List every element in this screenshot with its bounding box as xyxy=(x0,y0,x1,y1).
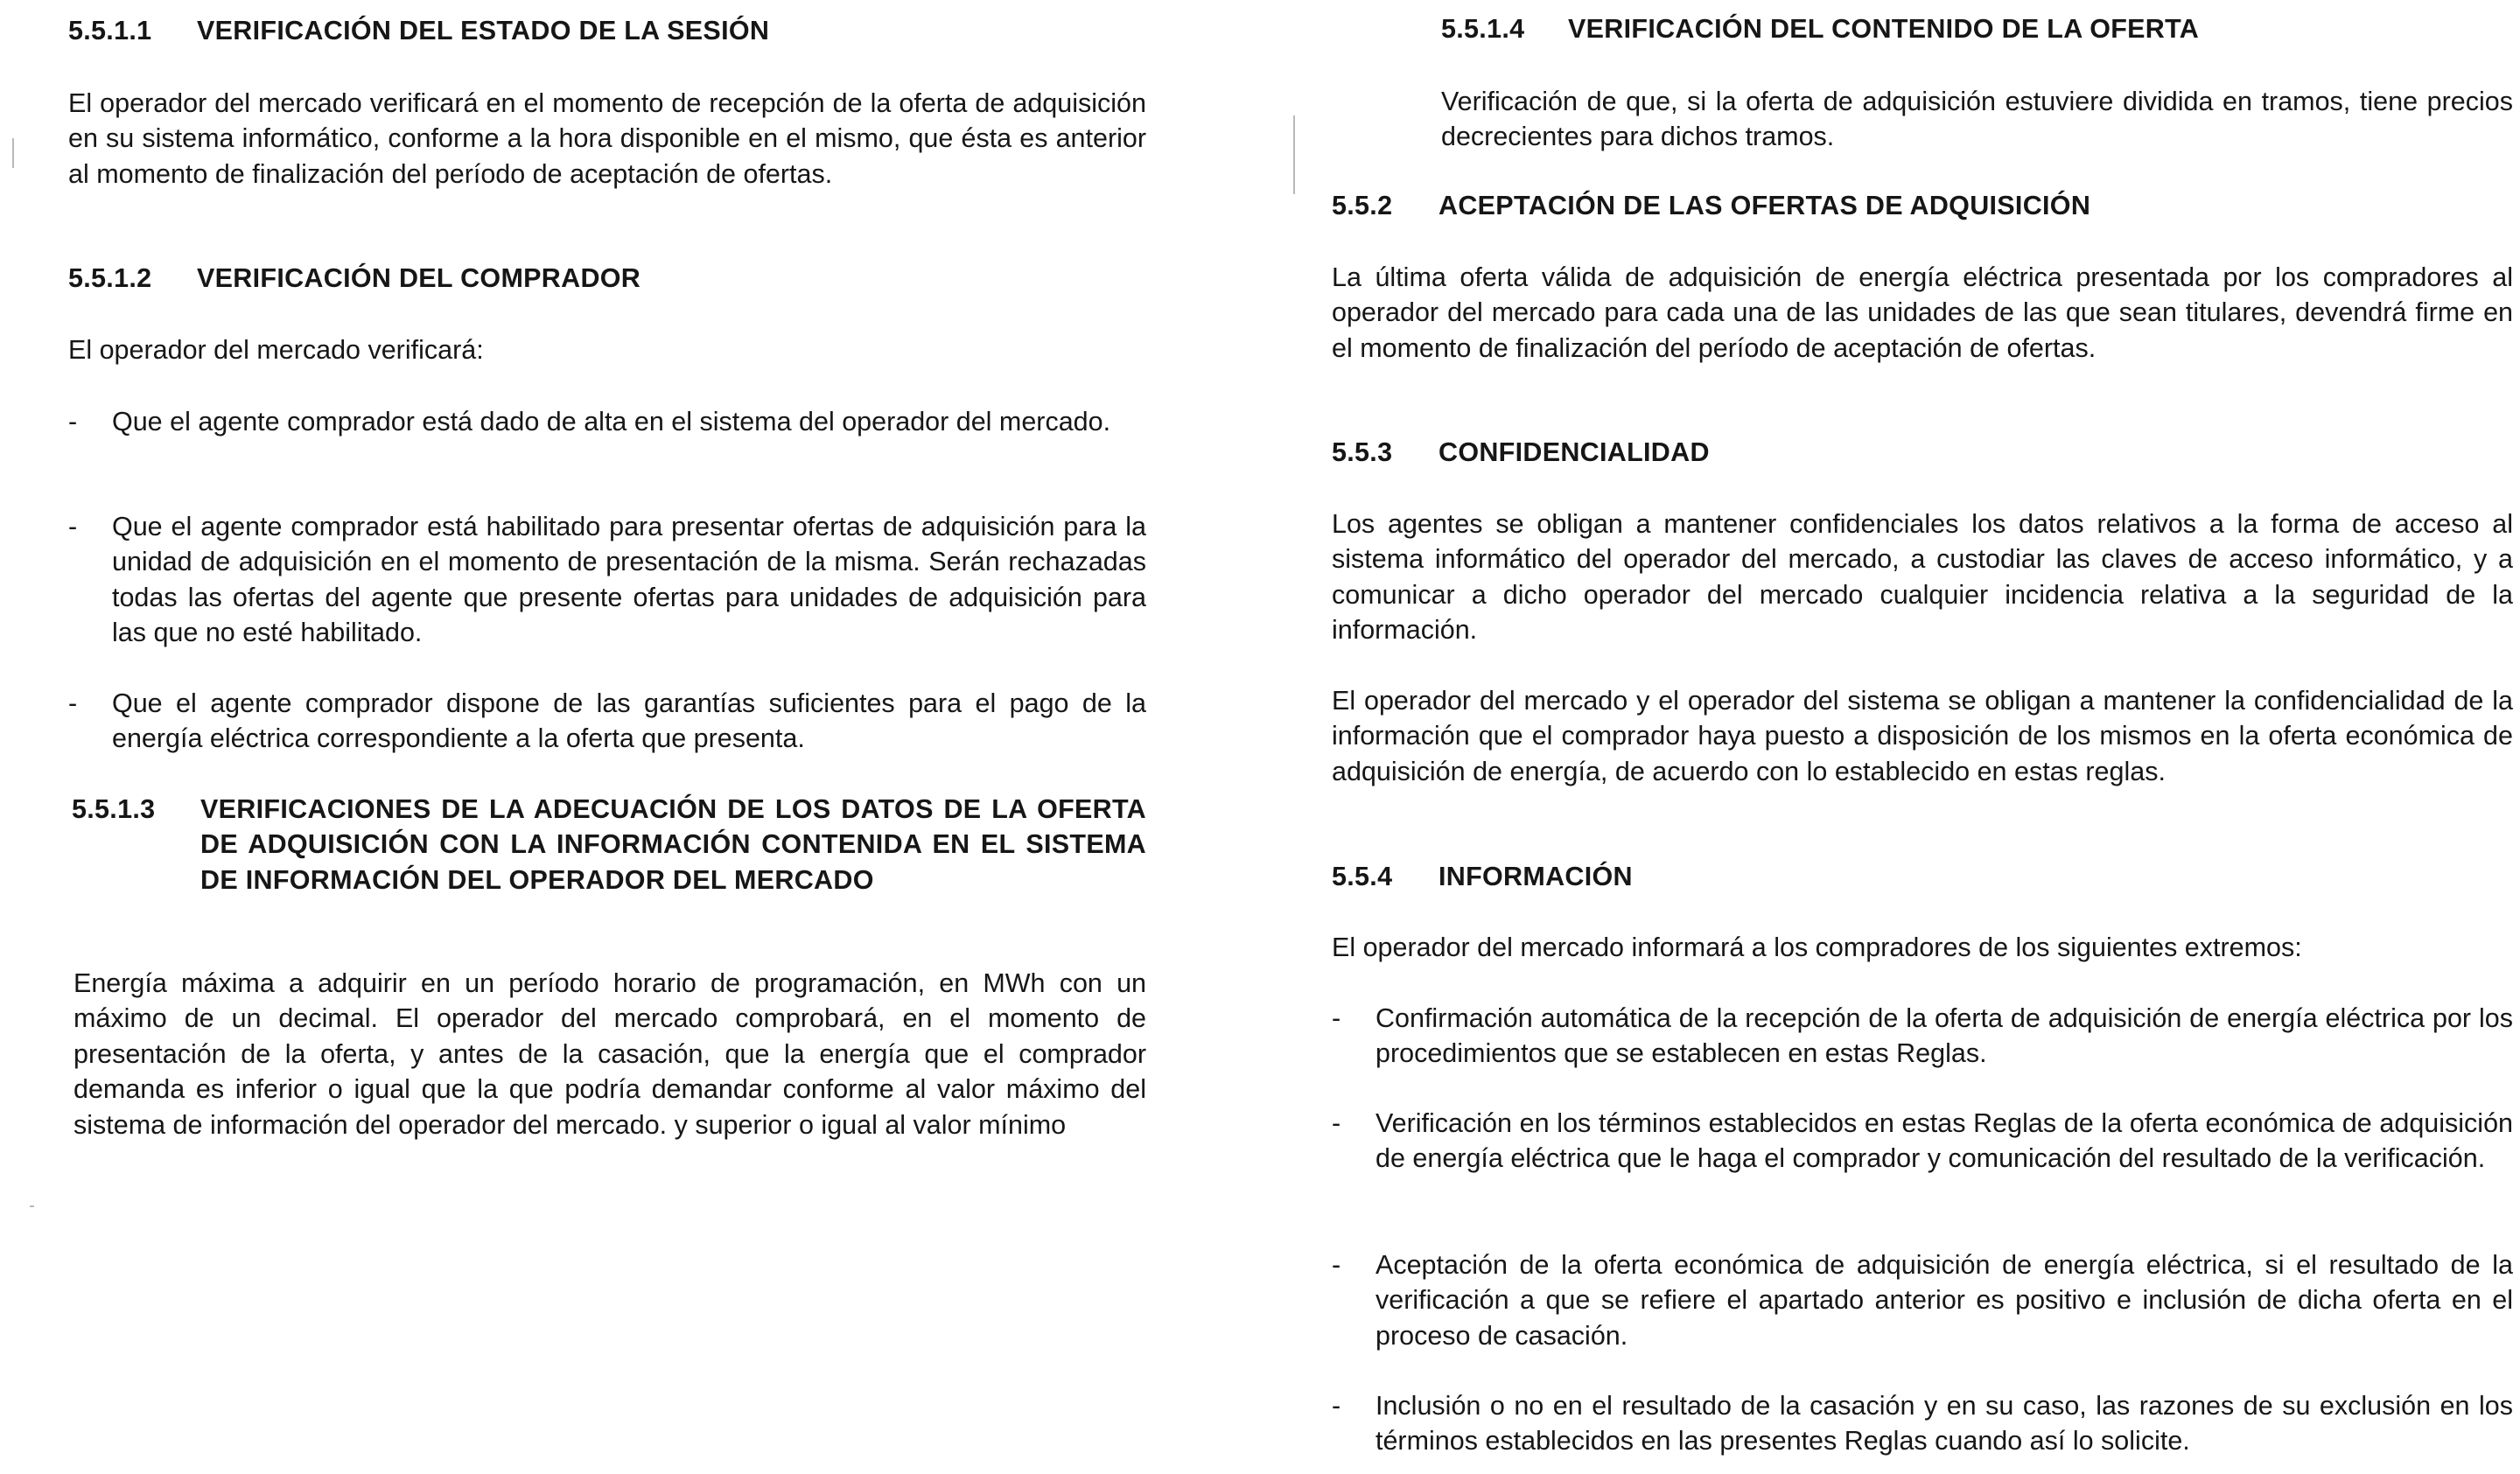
section-heading xyxy=(68,13,1146,48)
list-item xyxy=(68,686,1146,757)
section-number: 5.5.3 xyxy=(1332,437,1393,467)
list-item-text: Aceptación de la oferta económica de adquisición de energía eléctrica, si el resultado de la verificación a que se refiere el apartado anterior es positivo e inclusión de dicha oferta en el proceso de casación. xyxy=(1376,1250,2513,1351)
section-title: INFORMACIÓN xyxy=(1438,862,1633,891)
paragraph: Energía máxima a adquirir en un período horario de programación, en MWh con un máximo de un decimal. El operador del mercado comprobará, en el momento de presentación de la oferta, y antes de la casación, que la energía que el comprador demanda es inferior o igual que la que podría demandar conforme al valor máximo del sistema de información del operador del mercado. y superior o igual al valor mínimo xyxy=(74,968,1146,1140)
list-item-text: Que el agente comprador está habilitado para presentar ofertas de adquisición para la unidad de adquisición en el momento de presentación de la misma. Serán rechazadas todas las ofertas del agente que presente ofertas para unidades de adquisición para las que no esté habilitado. xyxy=(112,512,1146,648)
list-item xyxy=(1332,1247,2513,1353)
bullet-dash: - xyxy=(68,512,78,541)
section-number: 5.5.1.4 xyxy=(1441,14,1525,44)
list-item-text: Verificación en los términos establecidos en estas Reglas de la oferta económica de adquisición de energía eléctrica que le haga el comprador y comunicación del resultado de la verificación. xyxy=(1376,1108,2513,1174)
bullet-dash: - xyxy=(1332,1003,1341,1033)
section-5-5-4 xyxy=(1332,859,2513,894)
section-5-5-3 xyxy=(1332,435,2513,470)
section-5-5-1-4 xyxy=(1441,11,2513,46)
list-item xyxy=(1332,1001,2513,1072)
section-number: 5.5.1.2 xyxy=(68,263,152,293)
list-item-text: Que el agente comprador está dado de alta en el sistema del operador del mercado. xyxy=(112,407,1111,437)
section-5-5-1-3 xyxy=(72,792,1146,898)
section-5-5-2 xyxy=(1332,188,2513,223)
paragraph: Los agentes se obligan a mantener confidenciales los datos relativos a la forma de acceso al sistema informático del operador del mercado, a custodiar las claves de acceso informático, y a comunicar a dicho operador del mercado cualquier incidencia relativa a la seguridad de la información. xyxy=(1332,509,2513,646)
section-title: VERIFICACIONES DE LA ADECUACIÓN DE LOS DATOS DE LA OFERTA DE ADQUISICIÓN CON LA INFORMACIÓN CONTENIDA EN EL SISTEMA DE INFORMACIÓN DEL OPERADOR DEL MERCADO xyxy=(200,794,1146,895)
section-5-5-1-2 xyxy=(68,261,1146,296)
section-number: 5.5.2 xyxy=(1332,191,1393,220)
bullet-dash: - xyxy=(1332,1250,1341,1280)
bullet-dash: - xyxy=(1332,1108,1341,1138)
section-title: ACEPTACIÓN DE LAS OFERTAS DE ADQUISICIÓN xyxy=(1438,191,2091,220)
list-item-text: Inclusión o no en el resultado de la casación y en su caso, las razones de su exclusión en los términos establecidos en las presentes Reglas cuando así lo solicite. xyxy=(1376,1391,2513,1457)
left-column xyxy=(68,0,1146,1474)
paragraph: El operador del mercado y el operador del sistema se obligan a mantener la confidencialidad de la información que el comprador haya puesto a disposición de los mismos en la oferta económica de adquisición de energía, de acuerdo con lo establecido en estas reglas. xyxy=(1332,686,2513,786)
section-title: CONFIDENCIALIDAD xyxy=(1438,437,1710,467)
section-heading xyxy=(1332,435,2513,470)
section-title: VERIFICACIÓN DEL ESTADO DE LA SESIÓN xyxy=(197,16,770,45)
list-item xyxy=(1332,1388,2513,1459)
section-number: 5.5.1.3 xyxy=(72,794,156,824)
list-item-text: Que el agente comprador dispone de las garantías suficientes para el pago de la energía eléctrica correspondiente a la oferta que presenta. xyxy=(112,688,1146,754)
section-5-5-1-1-body xyxy=(68,86,1146,192)
section-heading xyxy=(1332,188,2513,223)
paragraph: Verificación de que, si la oferta de adquisición estuviere dividida en tramos, tiene precios decrecientes para dichos tramos. xyxy=(1441,87,2513,152)
bullet-dash: - xyxy=(68,688,78,718)
paragraph: La última oferta válida de adquisición de energía eléctrica presentada por los compradores al operador del mercado para cada una de las unidades de las que sean titulares, devendrá firme en el momento de finalización del período de aceptación de ofertas. xyxy=(1332,262,2513,363)
list-item xyxy=(1332,1106,2513,1177)
section-title: VERIFICACIÓN DEL COMPRADOR xyxy=(197,263,641,293)
bullet-dash: - xyxy=(68,407,78,437)
section-5-5-2-body xyxy=(1332,260,2513,366)
section-title: VERIFICACIÓN DEL CONTENIDO DE LA OFERTA xyxy=(1568,14,2200,44)
bullet-dash: - xyxy=(1332,1391,1341,1421)
right-column xyxy=(1332,0,2513,1474)
section-heading xyxy=(68,261,1146,296)
section-heading xyxy=(1441,11,2513,46)
section-heading xyxy=(72,792,1146,898)
section-number: 5.5.1.1 xyxy=(68,16,152,45)
section-5-5-1-1 xyxy=(68,13,1146,48)
section-5-5-4-intro xyxy=(1332,930,2513,965)
section-5-5-3-body-1 xyxy=(1332,506,2513,648)
scan-mark xyxy=(12,138,14,168)
list-item xyxy=(68,404,1146,439)
section-5-5-1-4-body xyxy=(1441,84,2513,155)
section-5-5-3-body-2 xyxy=(1332,683,2513,789)
scan-mark xyxy=(1293,115,1295,194)
paragraph: El operador del mercado verificará: xyxy=(68,335,484,365)
section-number: 5.5.4 xyxy=(1332,862,1393,891)
list-item-text: Confirmación automática de la recepción de la oferta de adquisición de energía eléctrica por los procedimientos que se establecen en estas Reglas. xyxy=(1376,1003,2513,1069)
list-item xyxy=(68,509,1146,651)
paragraph: El operador del mercado informará a los compradores de los siguientes extremos: xyxy=(1332,933,2302,962)
scan-mark xyxy=(30,1205,34,1207)
section-5-5-1-2-intro xyxy=(68,332,1146,367)
section-5-5-1-3-body xyxy=(74,966,1146,1142)
section-heading xyxy=(1332,859,2513,894)
paragraph: El operador del mercado verificará en el momento de recepción de la oferta de adquisición en su sistema informático, conforme a la hora disponible en el mismo, que ésta es anterior al momento de finalización del período de aceptación de ofertas. xyxy=(68,88,1146,189)
